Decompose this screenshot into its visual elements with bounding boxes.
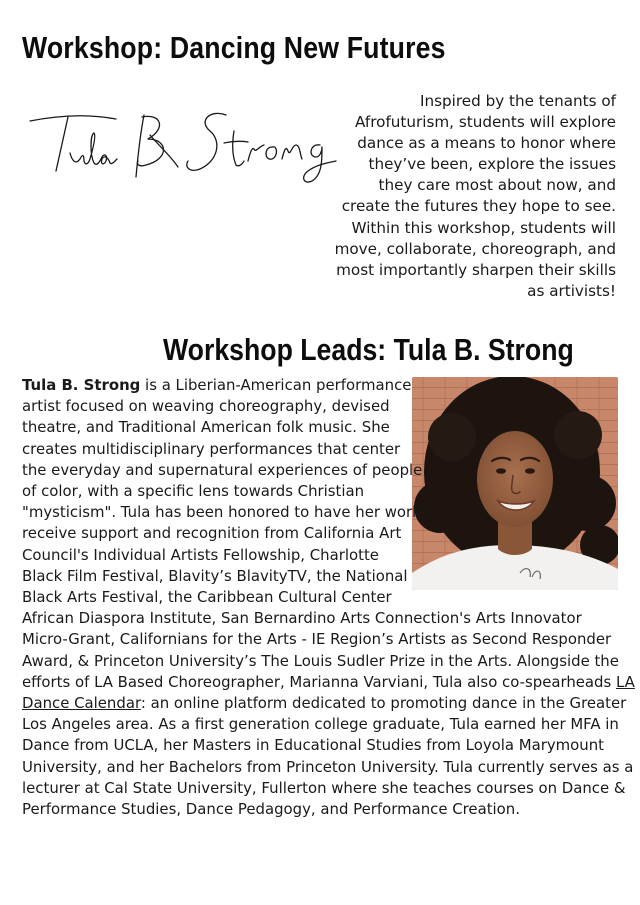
bio-line: receive support and recognition from California Art	[22, 524, 402, 543]
la-dance-calendar-link[interactable]: LA	[616, 672, 635, 691]
bio-line: Award, & Princeton University’s The Louis Sudler Prize in the Arts. Alongside the	[22, 651, 619, 670]
bio-line	[22, 693, 627, 714]
bio-line: of color, with a specific lens towards Christian	[22, 482, 365, 501]
bio-line: theatre, and Traditional American folk music. She	[22, 418, 390, 437]
intro-line: they’ve been, explore the issues	[368, 155, 616, 174]
bio-line	[22, 672, 635, 693]
intro-line: create the futures they hope to see.	[341, 197, 616, 216]
bio-line: Los Angeles area. As a first generation college graduate, Tula earned her MFA in	[22, 715, 619, 734]
intro-line: dance as a means to honor where	[357, 134, 616, 153]
leads-heading: Workshop Leads: Tula B. Strong	[163, 332, 574, 367]
bio-line: Black Arts Festival, the Caribbean Cultural Center	[22, 588, 392, 607]
intro-line: move, collaborate, choreograph, and	[334, 239, 616, 258]
bio-line-text: efforts of LA Based Choreographer, Marianna Varviani, Tula also co-spearheads	[22, 672, 617, 691]
bio-line: Dance from UCLA, her Masters in Educational Studies from Loyola Marymount	[22, 736, 604, 755]
page-title: Workshop: Dancing New Futures	[22, 30, 446, 65]
bio-line: Council's Individual Artists Fellowship, Charlotte	[22, 545, 379, 564]
bio-line-text: : an online platform dedicated to promoting dance in the Greater	[140, 694, 627, 713]
intro-line: Inspired by the tenants of	[420, 92, 616, 110]
bio-line: African Diaspora Institute, San Bernardino Arts Connection's Arts Innovator	[22, 609, 582, 628]
workshop-description	[316, 91, 616, 302]
bio-line: Micro-Grant, Californians for the Arts - IE Region’s Artists as Second Responder	[22, 630, 612, 649]
signature-logo	[20, 95, 340, 185]
bio-line: Performance Studies, Dance Pedagogy, and Performance Creation.	[22, 800, 520, 819]
bio-line-text: is a Liberian-American performance	[140, 376, 412, 394]
bio-line	[22, 375, 622, 396]
bio-line: artist focused on weaving choreography, devised	[22, 397, 390, 416]
intro-line: they care most about now, and	[378, 176, 616, 195]
bio-line: University, and her Bachelors from Princeton University. Tula currently serves as a	[22, 757, 634, 776]
bio-line: the everyday and supernatural experiences of people	[22, 460, 423, 479]
intro-line: Afrofuturism, students will explore	[355, 113, 616, 132]
la-dance-calendar-link[interactable]: Dance Calendar	[22, 694, 141, 713]
bio-line: "mysticism". Tula has been honored to have her work	[22, 503, 421, 522]
intro-line: Within this workshop, students will	[351, 218, 616, 237]
bio-line: lecturer at Cal State University, Fullerton where she teaches courses on Dance &	[22, 778, 626, 797]
bio-name: Tula B. Strong	[22, 376, 141, 394]
bio-line: creates multidisciplinary performances that center	[22, 439, 401, 458]
bio-line: Black Film Festival, Blavity’s BlavityTV, the National	[22, 566, 408, 585]
intro-line: as artivists!	[527, 281, 616, 300]
intro-line: most importantly sharpen their skills	[336, 260, 616, 279]
bio-paragraph	[22, 375, 635, 820]
